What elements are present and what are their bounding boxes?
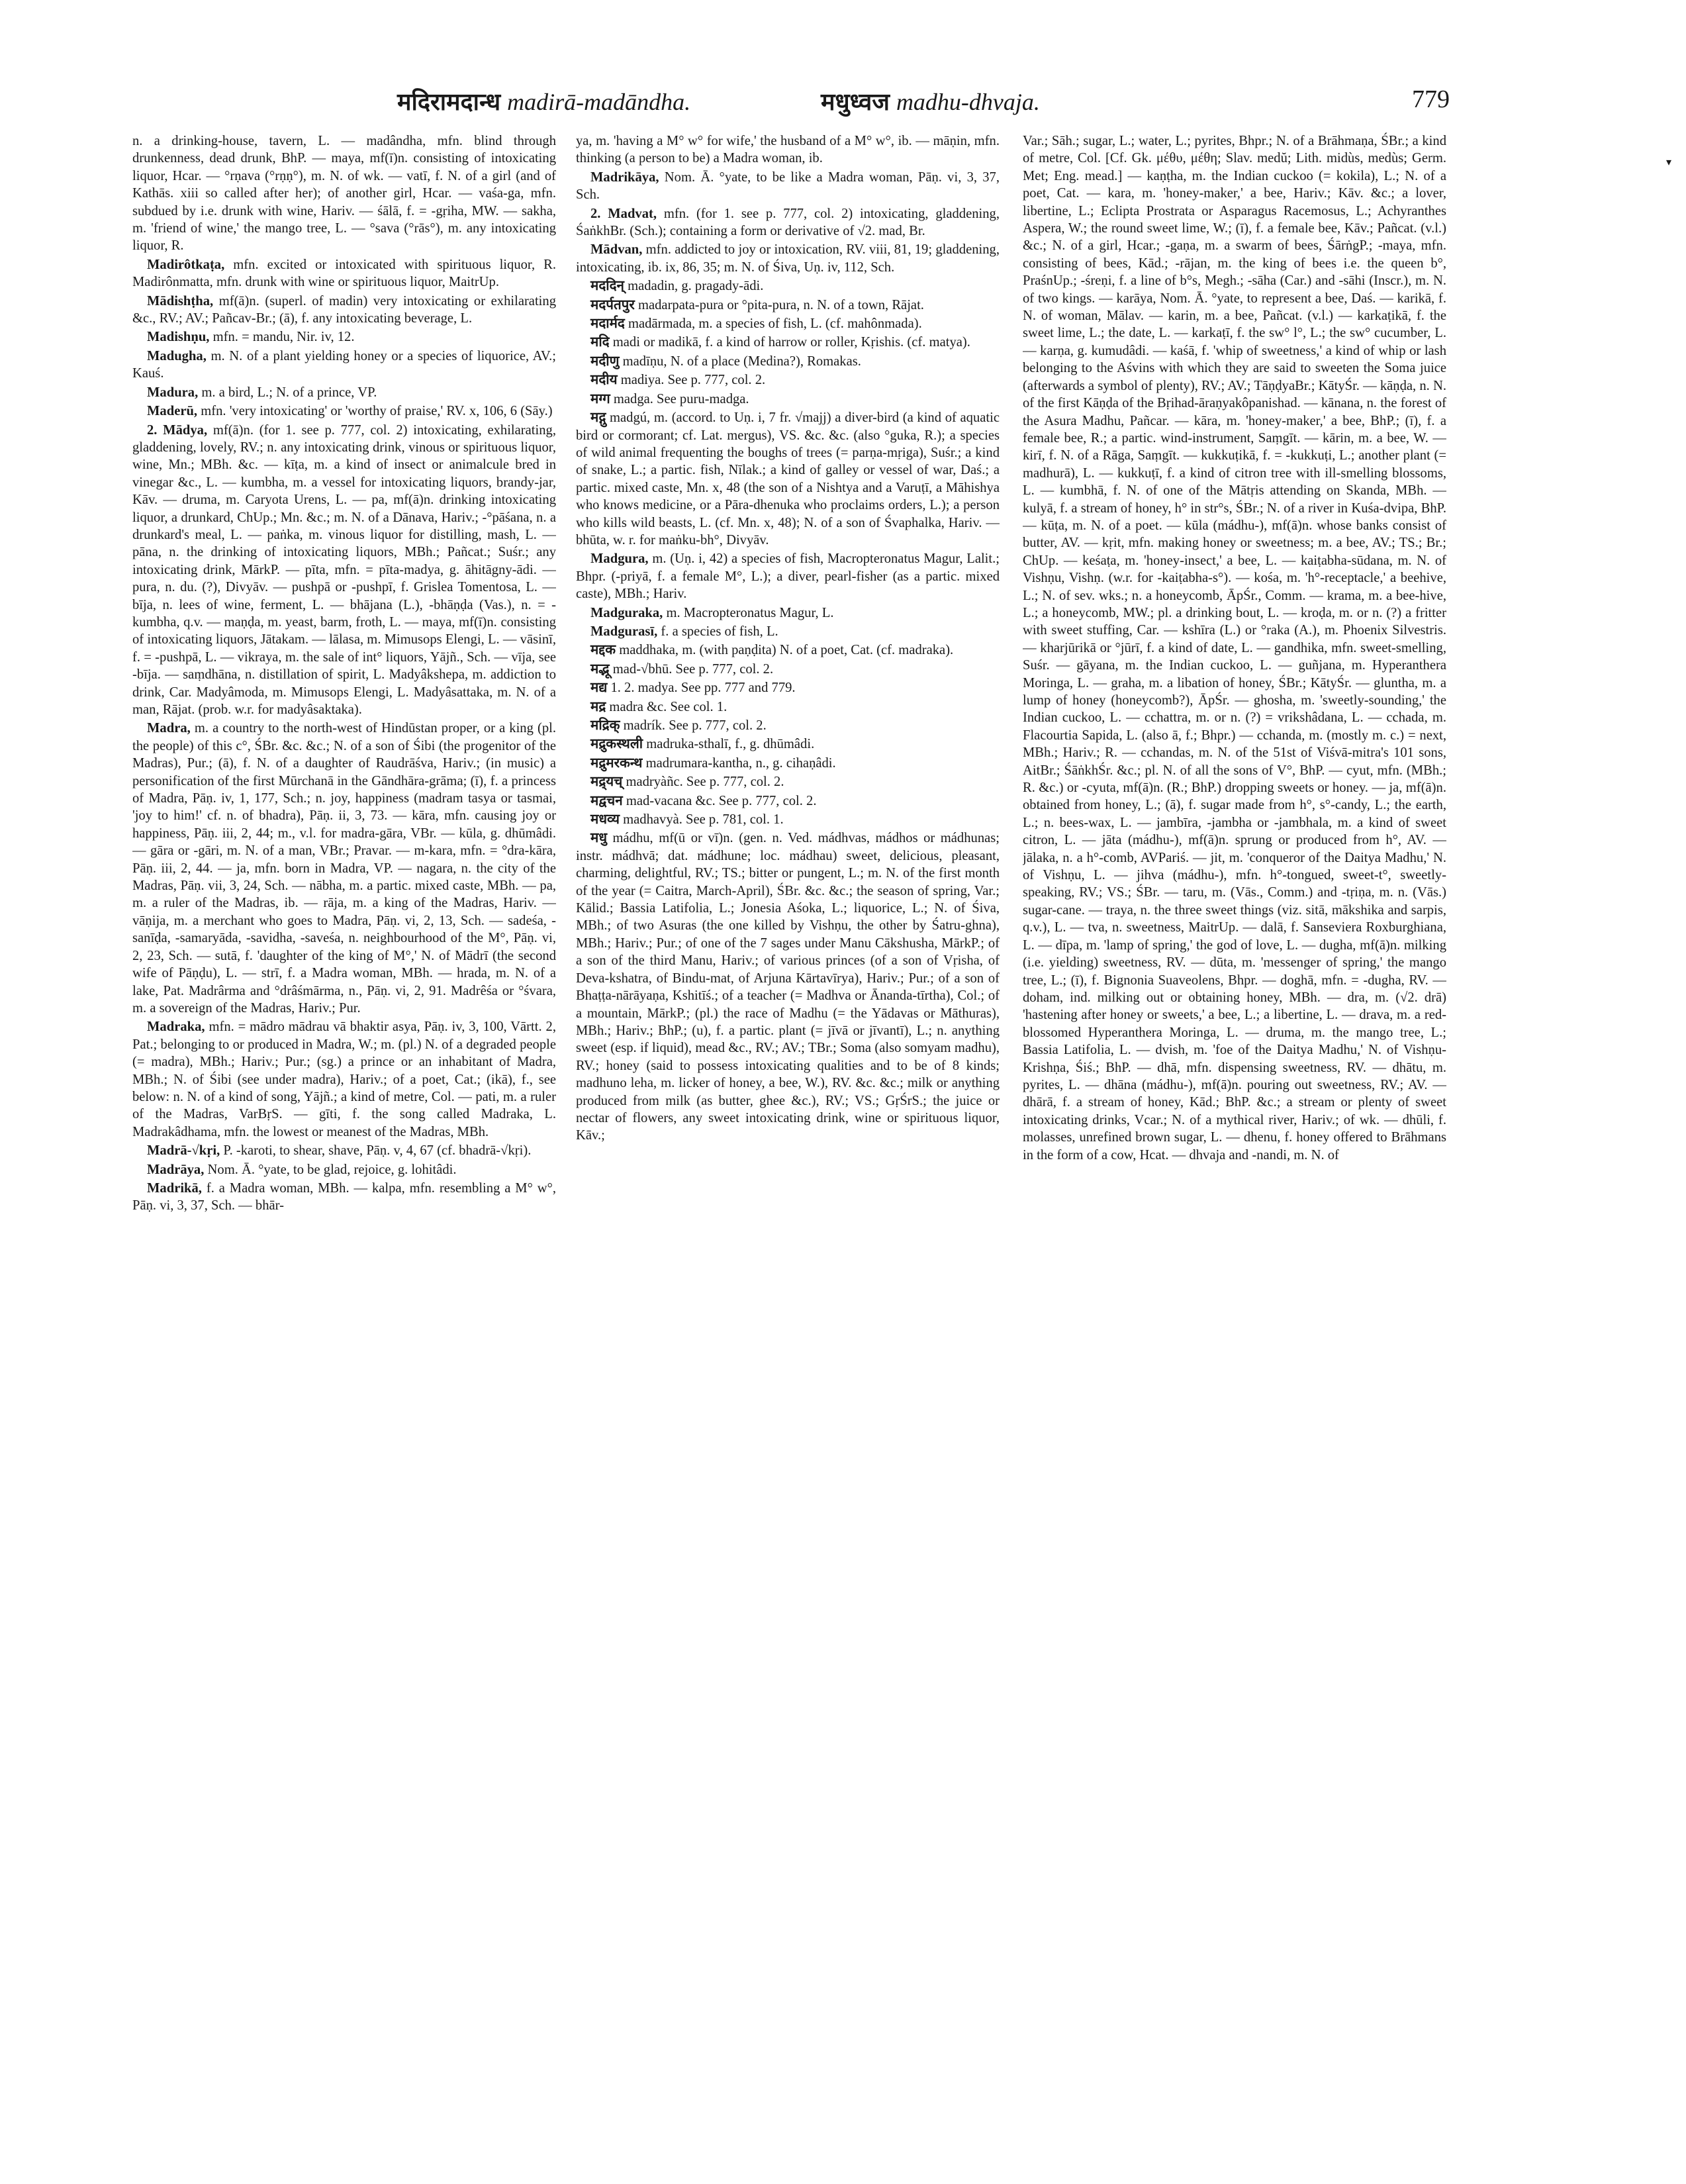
- entry-definition: Nom. Ā. °yate, to be like a Madra woman, Pāṇ. vi, 3, 37, Sch.: [576, 169, 1000, 203]
- entry-definition: madryàñc. See p. 777, col. 2.: [626, 775, 784, 790]
- column-3: [1023, 132, 1446, 2039]
- entry-headword: Mādishṭha,: [147, 293, 214, 309]
- entry-definition: f. a Madra woman, MBh. — kalpa, mfn. resembling a M° w°, Pāṇ. vi, 3, 37, Sch. — bhār-: [132, 1180, 556, 1213]
- dictionary-entry: [576, 353, 1000, 370]
- entry-definition: Var.; Sāh.; sugar, L.; water, L.; pyrites, Bhpr.; N. of a Brāhmaṇa, ŚBr.; a kind of metre, Col. [Cf. Gk. μέθυ, μέθη; Slav. medŭ; Lith. midùs, medùs; Germ. Met; Eng. mead.] — kaṇṭha, m. the Indian cuckoo (= kokila), L.; N. of a poet, Cat. — kara, m. 'honey-maker,' a bee, Hariv.; Kāv. &c.; a lover, libertine, L.; Eclipta Prostrata or Asparagus Racemosus, L.; Achyranthes Aspera, W.; the round sweet lime, W.; (ī), f. a female bee, Kāv.; Pañcat. (v.l.) &c.; N. of a girl, Hcar.; -gaṇa, m. a swarm of bees, ŚārṅgP.; -maya, mfn. consisting of bees, Kād.; -rājan, m. the king of bees i.e. the queen b°, PraśnUp.; -śreṇi, f. a line of b°s, Megh.; -sāha (Car.) and -sāhi (Inscr.), m. N. of two kings. — karāya, Nom. Ā. °yate, to represent a bee, Daś. — karikā, f. N. of woman, Mālav. — karin, m. a bee, Pañcat. (v.l.) — karkaṭikā, f. the sweet lime, L.; the date, L. — karkaṭī, f. the sw° l°, L.; the sw° cucumber, L. — karṇa, g. kumudâdi. — kaśā, f. 'whip of sweetness,' a kind of whip or lash belonging to the Aśvins with which they are said to sweeten the Soma juice (afterwards a symbol of plenty), RV.; AV.; TāṇḍyaBr.; KātyŚr. — kāṇḍa, n. N. of the first Kāṇḍa of the Bṛihad-āraṇyakôpanishad. — kānana, n. the forest of the Asura Madhu, Pañcar. — kāra, m. 'honey-maker,' a bee, BhP.; (ī), f. a female bee, R.; a partic. wind-instrument, Saṃgīt. — kārin, m. a bee, W. — kirī, f. N. of a Rāga, Saṃgīt. — kukkuṭikā, f. = -kukkuṭi, L.; another plant (= madhurā), L. — kukkuṭī, f. a kind of citron tree with ill-smelling blossoms, L. — kumbhā, f. N. of one of the Mātṛis attending on Skanda, MBh. — kulyā, f. a stream of honey, h° in str°s, ŚBr.; N. of a river in Kuśa-dvipa, BhP. — kūṭa, m. N. of a poet. — kūla (mádhu-), mf(ā)n. whose banks consist of butter, AV. — kṛit, mfn. making honey or sweetness; m. a bee, AV.; TS.; Br.; ChUp. — keśaṭa, m. 'honey-insect,' a bee, L. — kaiṭabha-sūdana, m. N. of Vishṇu, Vishṇ. (w.r. for -kaiṭabha-s°). — kośa, m. 'h°-receptacle,' a beehive, L.; N. of sev. wks.; n. a honeycomb, ĀpŚr., Comm. — krama, m. a bee-hive, L.; a honeycomb, MW.; pl. a drinking bout, L. — kroḍa, m. or n. (?) a fritter with sweet stuffing, Car. — kshīra (L.) or °raka (A.), m. Phoenix Silvestris. — kharjūrikā or °jūrī, f. a kind of date, L. — gandhika, mfn. sweet-smelling, Suśr. — gāyana, m. the Indian cuckoo, L. — guñjana, m. Hyperanthera Moringa, L. — graha, m. a libation of honey, ŚBr.; KātyŚr. — gluntha, m. a lump of honey (honeycomb?), ĀpŚr. — ghosha, m. 'sweetly-sounding,' the Indian cuckoo, L. — cchattra, m. or n. (?) = vrikshâdana, L. — cchada, m. Flacourtia Sapida, L. (also ā, f.; Bhpr.) — cchanda, m. (mostly m. c.) = next, MBh.; Hariv.; R. — cchandas, m. N. of the 51st of Viśvā-mitra's 101 sons, AitBr.; ŚāṅkhŚr. &c.; pl. N. of all the sons of V°, BhP. — cyut, mfn. (MBh.; R. &c.) or -cyuta, mf(ā)n. (R.; BhP.) dropping sweets or honey. — ja, mf(ā)n. obtained from honey, L.; (ā), f. sugar made from h°, s°-candy, L.; the earth, L.; n. bees-wax, L. — jambīra, -jambha or -jambhala, m. a kind of sweet citron, L. — jāta (mádhu-), mf(ā)n. sprung or produced from h°, AV. — jālaka, n. a h°-comb, AVPariś. — jit, m. 'conqueror of the Daitya Madhu,' N. of Vishṇu, L. — jihva (mádhu-), mfn. h°-tongued, sweet-t°, sweetly-speaking, RV.; VS.; ŚBr. — taru, m. (Vās., Comm.) and -tṛiṇa, m. n. (Vās.) sugar-cane. — traya, n. the three sweet things (viz. sitā, mākshika and sarpis, q.v.), L. — tva, n. sweetness, MaitrUp. — dalā, f. Sanseviera Roxburghiana, L. — dīpa, m. 'lamp of spring,' the god of love, L. — dugha, mf(ā)n. milking (i.e. yielding) sweetness, RV. — dūta, m. 'messenger of spring,' the mango tree, L.; (ī), f. Bignonia Suaveolens, Bhpr. — doghā, mfn. = -dugha, RV. — doham, ind. milking out or obtaining honey, MBh. — dra, m. (√2. drā) 'hastening after honey or sweets,' a bee, L.; a libertine, L. — drava, m. a red-blossomed Hyperanthera Moringa, L. — druma, m. the mango tree, L.; Bassia Latifolia, L. — dvish, m. 'foe of the Daitya Madhu,' N. of Vishṇu-Krishṇa, Śiś.; BhP. — dhā, mfn. dispensing sweetness, RV. — dhātu, m. pyrites, L. — dhāna (mádhu-), mf(ā)n. pouring out sweetness, RV.; AV. — dhārā, f. a stream of honey, Kād.; BhP. &c.; a stream or plenty of sweet intoxicating drinks, Vcar.; N. of a mythical river, Hariv.; of wk. — dhūli, f. molasses, unrefined brown sugar, L. — dhenu, f. honey offered to Brāhmans in the form of a cow, Hcat. — dhvaja and -nandi, m. N. of: [1023, 134, 1446, 1163]
- entry-definition: m. a country to the north-west of Hindūstan proper, or a king (pl. the people) of this c°, ŚBr. &c. &c.; N. of a son of Śibi (the progenitor of the Madras), Pur.; (ā), f. N. of a daughter of Raudrāśva, Hariv.; (in music) a personification of the first Mūrchanā in the Gāndhāra-grāma; (ī), f. a princess of Madra, Pāṇ. iv, 1, 177, Sch.; n. joy, happiness (madram tasya or tasmai, 'joy to him!' cf. n. of bhadra), Pāṇ. ii, 3, 73. — kāra, mfn. causing joy or happiness, Pāṇ. iii, 2, 44; m., v.l. for madra-gāra, VBr. — kūla, g. dhūmâdi. — gāra or -gāri, m. N. of a man, VBr.; Pravar. — m-kara, mfn. = °dra-kāra, Pāṇ. iii, 2, 44. — ja, mfn. born in Madra, VP. — nagara, n. the city of the Madras, Pāṇ. vii, 3, 24, Sch. — nābha, m. a partic. mixed caste, MBh. — pa, m. a ruler of the Madras, ib. — rāja, m. a king of the Madras, Hariv. — vāṇija, m. a merchant who goes to Madra, Pāṇ. vi, 2, 13, Sch. — sadeśa, -sanīḍa, -samaryāda, -savidha, -saveśa, n. neighbourhood of the M°, Pāṇ. vi, 2, 23, Sch. — sutā, f. 'daughter of the king of M°,' N. of Mādrī (the second wife of Pāṇḍu), L. — strī, f. a Madra woman, MBh. — hrada, m. N. of a lake, Pat. Madrârma and °drâśmārma, n., Pāṇ. vi, 2, 91. Madrêśa or °śvara, m. a sovereign of the Madras, Hariv.; Pur.: [132, 721, 556, 1016]
- dictionary-entry: [576, 641, 1000, 659]
- entry-definition: madgú, m. (accord. to Uṇ. i, 7 fr. √majj) a diver-bird (a kind of aquatic bird or cormorant; cf. Lat. mergus), VS. &c. &c. (also °guka, R.); a species of wild animal frequenting the boughs of trees (= parṇa-mṛiga), Suśr.; a kind of snake, L.; a partic. fish, Nīlak.; a kind of galley or vessel of war, Daś.; a partic. mixed caste, Mn. x, 48 (the son of a Nishtya and a Varuṭī, a Māhishya who knows medicine, or a Pāra-dhenuka who proclaims orders, L.); a person who kills wild beasts, L. (cf. Mn. x, 48); N. of a son of Śvaphalka, Hariv. — bhūta, w. r. for maṅku-bh°, Divyāv.: [576, 410, 1000, 547]
- entry-headword: 2. Mādya,: [147, 422, 208, 438]
- column-2: [576, 132, 1000, 2039]
- dictionary-entry: [576, 132, 1000, 167]
- entry-definition: maddhaka, m. (with paṇḍita) N. of a poet, Cat. (cf. madraka).: [619, 643, 954, 658]
- column-1: [132, 132, 556, 2039]
- entry-definition: madarpata-pura or °pita-pura, n. N. of a town, Rājat.: [637, 297, 924, 312]
- dictionary-entry: [132, 1180, 556, 1215]
- dictionary-entry: [576, 792, 1000, 810]
- entry-headword: मधव्य: [590, 812, 620, 828]
- entry-headword: 2. Madvat,: [590, 206, 657, 221]
- dictionary-entry: [132, 720, 556, 1017]
- entry-headword: मद्र्यच्: [590, 775, 623, 790]
- dictionary-entry: [132, 1018, 556, 1141]
- entry-headword: Madrikāya,: [590, 169, 659, 185]
- page-number: 779: [1412, 85, 1450, 113]
- entry-definition: mfn. addicted to joy or intoxication, RV. viii, 81, 19; gladdening, intoxicating, ib. ix, 86, 35; m. N. of Śiva, Uṇ. iv, 112, Sch.: [576, 242, 1000, 275]
- dictionary-entry: [132, 348, 556, 383]
- entry-headword: मद्य: [590, 681, 608, 696]
- dictionary-entry: [576, 623, 1000, 640]
- dictionary-entry: [576, 371, 1000, 389]
- dictionary-entry: [132, 403, 556, 420]
- entry-definition: mádhu, mf(ū or vī)n. (gen. n. Ved. mádhvas, mádhos or mádhunas; instr. mádhvā; dat. mádhune; loc. mádhau) sweet, delicious, pleasant, charming, delightful, RV.; TS.; bitter or pungent, L.; m. N. of the first month of the year (= Caitra, March-April), ŚBr. &c. &c.; the season of spring, Var.; Kālid.; Bassia Latifolia, L.; Jonesia Aśoka, L.; liquorice, L.; N. of Śiva, MBh.; of two Asuras (the one killed by Vishṇu, the other by Śatru-ghna), MBh.; Hariv.; Pur.; of one of the 7 sages under Manu Cākshusha, MārkP.; of a son of the third Manu, Hariv.; of various princes (of a son of Vṛisha, of Deva-kshatra, of Bindu-mat, of Arjuna Kārtavīrya), Hariv.; Pur.; of a son of Bhaṭṭa-nārāyaṇa, Kshitīś.; of a teacher (= Madhva or Ānanda-tīrtha), Col.; of a mountain, MārkP.; (pl.) the race of Madhu (= the Yādavas or Māthuras), MBh.; Hariv.; BhP.; (u), f. a partic. plant (= jīvā or jīvantī), L.; n. anything sweet (esp. if liquid), mead &c., RV.; AV.; TBr.; Soma (also somyam madhu), RV.; honey (said to possess intoxicating qualities and to be of 8 kinds; madhuno leha, m. licker of honey, a bee, W.), RV. &c. &c.; milk or anything produced from milk (as butter, ghee &c.), RV.; VS.; GṛŚrS.; the juice or nectar of flowers, any sweet intoxicating drink, wine or spirituous liquor, Kāv.;: [576, 831, 1000, 1143]
- entry-headword: मद्र: [590, 699, 606, 714]
- dictionary-entry: [132, 422, 556, 719]
- dictionary-entry: [576, 169, 1000, 204]
- dictionary-entry: [132, 1161, 556, 1178]
- entry-definition: Nom. Ā. °yate, to be glad, rejoice, g. lohitâdi.: [207, 1162, 457, 1177]
- entry-headword: मदि: [590, 335, 610, 350]
- header-right-devanagari: मधुध्वज: [821, 89, 890, 115]
- entry-headword: Madrā-√kṛi,: [147, 1143, 220, 1159]
- entry-headword: मद्वचन: [590, 793, 623, 808]
- entry-definition: madrumara-kantha, n., g. cihaṇâdi.: [645, 755, 836, 771]
- dictionary-entry: [576, 717, 1000, 734]
- entry-headword: Madirôtkaṭa,: [147, 257, 225, 272]
- dictionary-entry: [132, 1142, 556, 1159]
- dictionary-entry: [132, 256, 556, 291]
- entry-headword: Madguraka,: [590, 605, 663, 620]
- dictionary-entry: [576, 297, 1000, 314]
- dictionary-entry: [576, 811, 1000, 828]
- dictionary-entry: [576, 315, 1000, 332]
- header-left-transliteration: madirā-madāndha.: [507, 89, 691, 115]
- entry-definition: madrík. See p. 777, col. 2.: [623, 718, 767, 733]
- entry-definition: mf(ā)n. (for 1. see p. 777, col. 2) intoxicating, exhilarating, gladdening, lovely, RV.; n. any intoxicating drink, vinous or spirituous liquor, wine, Mn.; MBh. &c. — kīṭa, m. a kind of insect or animalcule bred in vinegar &c., L. — kumbha, m. a vessel for intoxicating liquors, brandy-jar, Kāv. — druma, m. Caryota Urens, L. — pa, mf(ā)n. drinking intoxicating liquor, a drunkard, ChUp.; Mn. &c.; m. N. of a Dānava, Hariv.; -°pāśana, n. a drunkard's meal, L. — paṅka, m. vinous liquor for distilling, mash, L. — pāna, n. the drinking of intoxicating liquors, MBh.; Pañcat.; Suśr.; any intoxicating drink, MārkP. — pīta, mfn. = pīta-madya, g. āhitāgny-ādi. — pura, n. du. (?), Divyāv. — pushpā or -pushpī, f. Grislea Tomentosa, L. — bīja, n. lees of wine, ferment, L. — bhājana (L.), -bhāṇḍa (Vas.), n. = -kumbha, q.v. — maṇḍa, m. yeast, barm, froth, L. — maya, mf(ī)n. consisting of intoxicating liquors, Jātakam. — lālasa, m. Mimusops Elengi, L. — vāsinī, f. = -pushpā, L. — vikraya, m. the sale of int° liquors, Yājñ., Sch. — vīja, see -bīja. — saṃdhāna, n. distillation of spirit, L. Madyâkshepa, m. addiction to drink, Car. Madyâmoda, m. Mimusops Elengi, L. Madyâsattaka, m. N. of a man, Rājat. (prob. w.r. for madyâsaktaka).: [132, 422, 556, 717]
- entry-headword: Madugha,: [147, 348, 207, 363]
- entry-headword: मद्गु: [590, 410, 606, 426]
- header-left-devanagari: मदिरामदान्ध: [397, 89, 501, 115]
- entry-headword: Madraka,: [147, 1020, 205, 1035]
- entry-headword: मददिन्: [590, 279, 624, 294]
- dictionary-entry: [576, 409, 1000, 549]
- dictionary-entry: [576, 604, 1000, 622]
- entry-definition: madīṇu, N. of a place (Medina?), Romakas.: [622, 354, 861, 369]
- dictionary-entry: [576, 661, 1000, 678]
- dictionary-entry: [576, 755, 1000, 772]
- entry-definition: f. a species of fish, L.: [661, 624, 778, 639]
- dictionary-entry: [576, 679, 1000, 696]
- entry-definition: mfn. (for 1. see p. 777, col. 2) intoxicating, gladdening, ŚaṅkhBr. (Sch.); containing a form or derivative of √2. mad, Br.: [576, 206, 1000, 239]
- entry-definition: madadin, g. pragady-ādi.: [628, 279, 764, 294]
- entry-definition: madiya. See p. 777, col. 2.: [620, 373, 766, 388]
- entry-headword: मद्दक: [590, 643, 616, 658]
- dictionary-entry: [576, 334, 1000, 351]
- entry-definition: m. (Uṇ. i, 42) a species of fish, Macropteronatus Magur, Lalit.; Bhpr. (-priyā, f. a female M°, L.); a diver, pearl-fisher (as a partic. mixed caste), MBh.; Hariv.: [576, 551, 1000, 602]
- dictionary-entry: [576, 773, 1000, 790]
- entry-definition: madārmada, m. a species of fish, L. (cf. mahônmada).: [628, 316, 922, 332]
- entry-headword: Madgura,: [590, 551, 649, 567]
- entry-headword: मदीय: [590, 373, 618, 388]
- dictionary-entry: [576, 277, 1000, 295]
- entry-definition: madruka-sthalī, f., g. dhūmâdi.: [646, 737, 815, 752]
- entry-definition: mf(ā)n. (superl. of madin) very intoxicating or exhilarating &c., RV.; AV.; Pañcav-Br.; (ā), f. any intoxicating beverage, L.: [132, 293, 556, 326]
- entry-headword: Madishṇu,: [147, 330, 210, 345]
- entry-headword: मग्ग: [590, 391, 610, 406]
- entry-headword: मद्रिक्: [590, 718, 620, 733]
- entry-definition: m. Macropteronatus Magur, L.: [666, 605, 834, 620]
- entry-headword: Madra,: [147, 721, 191, 736]
- entry-definition: madhavyà. See p. 781, col. 1.: [623, 812, 784, 828]
- dictionary-entry: [576, 391, 1000, 408]
- entry-definition: mfn. 'very intoxicating' or 'worthy of praise,' RV. x, 106, 6 (Sāy.): [201, 404, 553, 419]
- entry-headword: Madgurasī,: [590, 624, 658, 639]
- dictionary-entry: [576, 830, 1000, 1144]
- dictionary-entry: [576, 205, 1000, 240]
- header-left-guideword: [397, 85, 690, 117]
- entry-definition: 1. 2. madya. See pp. 777 and 779.: [610, 681, 796, 696]
- entry-definition: m. N. of a plant yielding honey or a species of liquorice, AV.; Kauś.: [132, 348, 556, 381]
- entry-headword: Maderū,: [147, 404, 198, 419]
- entry-headword: Madrikā,: [147, 1180, 202, 1196]
- entry-definition: ya, m. 'having a M° w° for wife,' the husband of a M° w°, ib. — māṇin, mfn. thinking (a person to be) a Madra woman, ib.: [576, 134, 1000, 166]
- entry-definition: madra &c. See col. 1.: [609, 699, 727, 714]
- entry-definition: m. a bird, L.; N. of a prince, VP.: [201, 385, 377, 400]
- dictionary-entry: [576, 698, 1000, 716]
- entry-definition: madi or madikā, f. a kind of harrow or roller, Kṛishis. (cf. matya).: [612, 335, 970, 350]
- entry-definition: mfn. = mādro mādrau vā bhaktir asya, Pāṇ. iv, 3, 100, Vārtt. 2, Pat.; belonging to or produced in Madra, W.; m. (pl.) N. of a degraded people (= madra), MBh.; Hariv.; Pur.; (sg.) a prince or an inhabitant of Madra, MBh.; N. of Śibi (see under madra), Hariv.; of a poet, Cat.; (ikā), f., see below: n. N. of a kind of song, Yājñ.; a kind of metre, Col. — pati, m. a ruler of the Madras, VarBṛS. — gīti, f. the song called Madraka, L. Madrakâdhama, mfn. the lowest or meanest of the Madras, MBh.: [132, 1020, 556, 1139]
- header-right-guideword: [821, 85, 1040, 117]
- entry-headword: मदीणु: [590, 354, 620, 369]
- entry-headword: मद्रुकस्थली: [590, 737, 643, 752]
- entry-headword: मदर्पतपुर: [590, 297, 635, 312]
- dictionary-entry: [576, 241, 1000, 276]
- dictionary-entry: [132, 328, 556, 346]
- dictionary-entry: [132, 293, 556, 328]
- dictionary-entry: [132, 384, 556, 401]
- dictionary-entry: [576, 736, 1000, 753]
- dictionary-entry: [132, 132, 556, 255]
- entry-definition: mad-√bhū. See p. 777, col. 2.: [612, 661, 774, 677]
- entry-definition: P. -karoti, to shear, shave, Pāṇ. v, 4, 67 (cf. bhadrā-√kṛi).: [223, 1143, 532, 1159]
- dictionary-columns: [132, 132, 1450, 2039]
- margin-arrow-icon: ▾: [1666, 157, 1672, 168]
- entry-headword: मधु: [590, 831, 607, 846]
- entry-headword: मद्भू: [590, 661, 610, 677]
- entry-headword: Madrāya,: [147, 1162, 205, 1177]
- entry-definition: mfn. excited or intoxicated with spirituous liquor, R. Madirônmatta, mfn. drunk with wine or spirituous liquor, MaitrUp.: [132, 257, 556, 290]
- dictionary-entry: [576, 550, 1000, 602]
- entry-definition: madga. See puru-madga.: [613, 391, 749, 406]
- entry-headword: Mādvan,: [590, 242, 643, 258]
- entry-definition: mad-vacana &c. See p. 777, col. 2.: [626, 793, 817, 808]
- entry-definition: mfn. = mandu, Nir. iv, 12.: [212, 330, 355, 345]
- page-header: [132, 85, 1450, 124]
- entry-headword: Madura,: [147, 385, 199, 400]
- entry-headword: मदार्मद: [590, 316, 625, 332]
- dictionary-entry: [1023, 132, 1446, 1164]
- header-right-transliteration: madhu-dhvaja.: [896, 89, 1040, 115]
- entry-definition: n. a drinking-house, tavern, L. — madândha, mfn. blind through drunkenness, dead drunk, BhP. — maya, mf(ī)n. consisting of intoxicating liquor, Hcar. — °rṇava (°rṇṇ°), m. N. of wk. — vatī, f. N. of a girl (and of Kathās. xiii so called after her); of another girl, Hcar. — vaśa-ga, mfn. subdued by i.e. drunk with wine, Hariv. — śālā, f. = -gṛiha, MW. — sakha, m. 'friend of wine,' the mango tree, L. — °sava (°rās°), m. any intoxicating liquor, R.: [132, 134, 556, 254]
- entry-headword: मद्रुमरकन्थ: [590, 755, 643, 771]
